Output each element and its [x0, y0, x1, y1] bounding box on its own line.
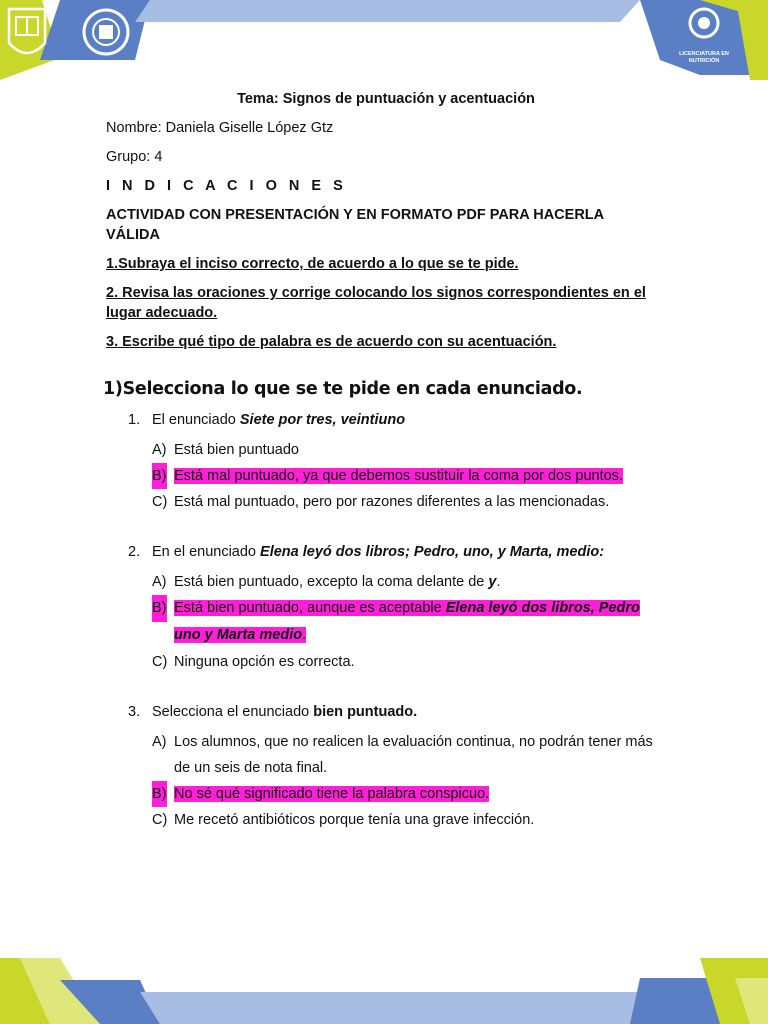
question-stem: [128, 543, 666, 562]
question-number: 1.: [128, 412, 141, 428]
option-letter: C): [152, 812, 168, 828]
student-name: Nombre: Daniela Giselle López Gtz: [106, 120, 334, 136]
option-text-highlighted: No sé qué significado tiene la palabra conspicuo.: [174, 786, 490, 802]
option-text-highlighted: Está bien puntuado, aunque es aceptable: [174, 600, 446, 616]
option-letter: A): [152, 734, 167, 750]
indications-heading: I N D I C A C I O N E S: [106, 178, 347, 194]
option-letter: A): [152, 574, 167, 590]
option-text: Está mal puntuado, pero por razones diferentes a las mencionadas.: [174, 494, 610, 510]
section-1-heading: 1)Selecciona lo que se te pide en cada enunciado.: [103, 379, 583, 399]
question-stem-emphasis: Siete por tres, veintiuno: [239, 412, 406, 428]
group-label: Grupo: 4: [106, 149, 163, 165]
question-stem-emphasis: bien puntuado.: [313, 704, 418, 720]
option-b-selected[interactable]: [152, 463, 666, 489]
option-c[interactable]: [152, 649, 666, 675]
nutrition-emblem-icon: [666, 6, 742, 46]
option-letter: C): [152, 494, 168, 510]
footer-band: [0, 958, 768, 1024]
faculty-seal-logo: [82, 6, 130, 62]
option-a[interactable]: [152, 729, 664, 781]
nutrition-program-logo: [666, 6, 742, 64]
option-text-emphasis: y: [488, 574, 497, 590]
option-b-selected[interactable]: [152, 595, 666, 649]
option-c[interactable]: [152, 489, 666, 515]
option-text: Está bien puntuado, excepto la coma delante de: [174, 574, 489, 590]
question-stem: [128, 703, 666, 722]
option-b-selected[interactable]: [152, 781, 666, 807]
option-text: Ninguna opción es correcta.: [174, 654, 355, 670]
question-stem-emphasis: Elena leyó dos libros; Pedro, uno, y Marta, medio:: [260, 544, 605, 560]
option-letter: C): [152, 654, 168, 670]
option-text-suffix: .: [302, 627, 307, 643]
option-letter: B): [152, 595, 167, 622]
document-title: Tema: Signos de puntuación y acentuación: [237, 91, 535, 107]
instruction-2: 2. Revisa las oraciones y corrige colocando los signos correspondientes en el lugar adecuado.: [106, 285, 646, 321]
option-letter: B): [152, 463, 167, 489]
document-body: [103, 89, 666, 833]
option-a[interactable]: [152, 569, 666, 595]
option-c[interactable]: [152, 807, 666, 833]
option-text: Me recetó antibióticos porque tenía una grave infección.: [174, 812, 535, 828]
option-letter: A): [152, 442, 167, 458]
option-text: Está bien puntuado: [174, 442, 299, 458]
question-number: 2.: [128, 544, 141, 560]
option-text-highlighted: Está mal puntuado, ya que debemos sustituir la coma por dos puntos.: [174, 468, 623, 484]
option-text: Los alumnos, que no realicen la evaluación continua, no podrán tener más de un seis de nota final.: [174, 734, 653, 776]
question-stem-text: El enunciado: [152, 412, 240, 428]
option-text-emphasis: Elena leyó dos libros, Pedro uno y Marta medio: [174, 600, 640, 643]
question-list: [128, 411, 666, 833]
activity-note: ACTIVIDAD CON PRESENTACIÓN Y EN FORMATO PDF PARA HACERLA VÁLIDA: [106, 207, 604, 243]
option-letter: B): [152, 781, 167, 807]
option-a[interactable]: [152, 437, 666, 463]
question-stem-text: En el enunciado: [152, 544, 261, 560]
option-text-suffix: .: [496, 574, 501, 590]
question-stem-text: Selecciona el enunciado: [152, 704, 314, 720]
instruction-1: 1.Subraya el inciso correcto, de acuerdo a lo que se te pide.: [106, 256, 519, 272]
question-number: 3.: [128, 704, 141, 720]
nutrition-logo-text: LICENCIATURA EN NUTRICIÓN: [679, 51, 729, 64]
university-shield-logo: [5, 5, 49, 65]
question-stem: [128, 411, 666, 430]
instruction-3: 3. Escribe qué tipo de palabra es de acuerdo con su acentuación.: [106, 334, 557, 350]
